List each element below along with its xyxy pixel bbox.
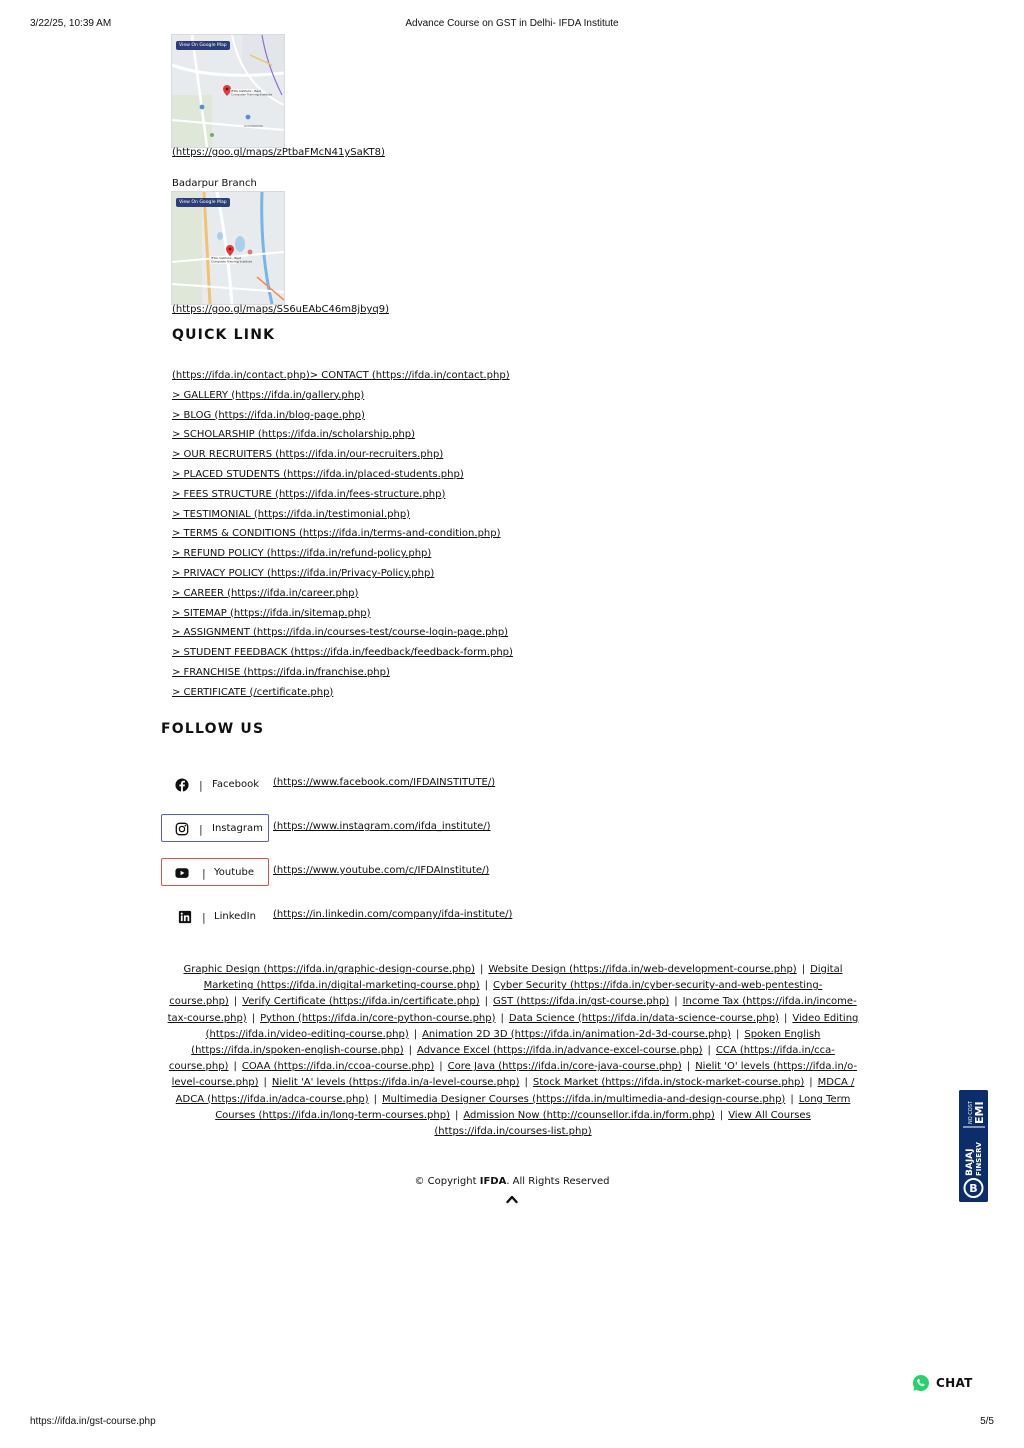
linkedin-link[interactable]: (https://in.linkedin.com/company/ifda-institute/) — [273, 909, 513, 920]
course-link[interactable]: Income Tax (https://ifda.in/income-tax-course.php) — [167, 996, 857, 1024]
course-separator: | — [439, 1061, 443, 1073]
print-datetime: 3/22/25, 10:39 AM — [30, 18, 112, 29]
view-on-google-map-badge: View On Google Map — [176, 41, 230, 50]
linkedin-icon — [178, 910, 192, 924]
quick-link-item — [172, 489, 513, 509]
youtube-icon — [175, 866, 189, 880]
course-separator: | — [784, 1012, 788, 1024]
facebook-button[interactable] — [161, 770, 269, 798]
print-footer — [30, 1416, 994, 1430]
course-link[interactable]: Advance Excel (https://ifda.in/advance-excel-course.php) — [417, 1045, 703, 1057]
course-separator: | — [735, 1028, 740, 1040]
quick-link-item — [172, 608, 513, 628]
course-link[interactable]: Long Term Courses (https://ifda.in/long-term-courses.php) — [215, 1093, 851, 1121]
view-on-google-map-badge: View On Google Map — [176, 198, 230, 207]
social-separator: | — [202, 911, 206, 924]
course-link[interactable]: GST (https://ifda.in/gst-course.php) — [493, 996, 670, 1008]
svg-text:Computer Training Institute: Computer Training Institute — [211, 259, 253, 264]
quick-link[interactable]: > SCHOLARSHIP (https://ifda.in/scholarship.php) — [172, 429, 416, 441]
quick-link[interactable]: (https://ifda.in/contact.php)> CONTACT (https://ifda.in/contact.php) — [172, 370, 510, 381]
quick-link-item — [172, 627, 513, 647]
course-link[interactable]: Graphic Design (https://ifda.in/graphic-design-course.php) — [183, 964, 475, 975]
print-header — [30, 18, 994, 32]
map-link-1[interactable]: (https://goo.gl/maps/zPtbaFMcN41ySaKT8) — [172, 147, 385, 158]
youtube-label: Youtube — [214, 867, 254, 878]
quick-link-item — [172, 588, 513, 608]
quick-link[interactable]: > FEES STRUCTURE (https://ifda.in/fees-structure.php) — [172, 488, 446, 500]
youtube-link[interactable]: (https://www.youtube.com/c/IFDAInstitute/) — [273, 865, 490, 876]
course-link[interactable]: Animation 2D 3D (https://ifda.in/animation-2d-3d-course.php) — [422, 1028, 731, 1040]
course-link[interactable]: COAA (https://ifda.in/ccoa-course.php) — [241, 1061, 435, 1073]
course-link[interactable]: Python (https://ifda.in/core-python-course.php) — [260, 1012, 496, 1024]
quick-link[interactable]: > GALLERY (https://ifda.in/gallery.php) — [172, 389, 365, 401]
course-separator: | — [801, 964, 806, 975]
course-separator: | — [263, 1077, 267, 1089]
linkedin-label: LinkedIn — [214, 911, 256, 922]
course-separator: | — [484, 980, 489, 992]
course-link[interactable]: Core Java (https://ifda.in/core-java-course.php) — [447, 1061, 682, 1073]
svg-text:GOVINDPURI: GOVINDPURI — [244, 124, 264, 128]
facebook-label: Facebook — [212, 779, 259, 790]
quick-link[interactable]: > PLACED STUDENTS (https://ifda.in/placed-students.php) — [172, 468, 464, 480]
course-separator: | — [413, 1028, 418, 1040]
quick-link-item — [172, 667, 513, 687]
scroll-to-top-icon[interactable] — [505, 1193, 519, 1205]
quick-link-item — [172, 429, 513, 449]
social-separator: | — [202, 867, 206, 880]
bajaj-finserv-logo-icon — [959, 1090, 988, 1202]
bajaj-line4: EMI — [973, 1101, 986, 1124]
course-separator: | — [674, 996, 678, 1008]
quick-link[interactable]: > STUDENT FEEDBACK (https://ifda.in/feedback/feedback-form.php) — [172, 647, 513, 659]
quick-link-heading: QUICK LINK — [172, 327, 276, 343]
map-link-2[interactable]: (https://goo.gl/maps/SS6uEAbC46m8jbyq9) — [172, 304, 389, 315]
course-link[interactable]: Cyber Security (https://ifda.in/cyber-security-and-web-pentesting-course.php) — [169, 980, 823, 1008]
course-link[interactable]: Spoken English (https://ifda.in/spoken-english-course.php) — [191, 1028, 821, 1057]
quick-link-item — [172, 390, 513, 410]
copyright-prefix: © Copyright — [414, 1176, 480, 1187]
course-separator: | — [408, 1045, 413, 1057]
quick-link-list — [172, 370, 513, 707]
course-link[interactable]: View All Courses (https://ifda.in/courses-list.php) — [434, 1109, 811, 1138]
map-image-2 — [172, 192, 284, 304]
map-image-1 — [172, 35, 284, 147]
svg-text:IFDA Institute - Best: IFDA Institute - Best — [211, 256, 241, 260]
quick-link-item — [172, 370, 513, 390]
quick-link[interactable]: > OUR RECRUITERS (https://ifda.in/our-recruiters.php) — [172, 449, 444, 461]
bajaj-line2: FINSERV — [975, 1142, 983, 1176]
quick-link-item — [172, 548, 513, 568]
print-page-title: Advance Course on GST in Delhi- IFDA Institute — [405, 18, 619, 29]
svg-text:Computer Training Institute: Computer Training Institute — [231, 92, 273, 97]
social-separator: | — [199, 823, 203, 836]
chat-label: CHAT — [936, 1376, 973, 1390]
quick-link[interactable]: > SITEMAP (https://ifda.in/sitemap.php) — [172, 607, 371, 619]
quick-link-item — [172, 687, 513, 707]
quick-link-item — [172, 568, 513, 588]
course-link[interactable]: MDCA / ADCA (https://ifda.in/adca-course.php) — [175, 1077, 855, 1105]
course-separator: | — [719, 1109, 724, 1121]
quick-link-item — [172, 410, 513, 430]
quick-link[interactable]: > CERTIFICATE (/certificate.php) — [172, 686, 334, 698]
course-link[interactable]: CCA (https://ifda.in/cca-course.php) — [168, 1045, 835, 1073]
quick-link[interactable]: > PRIVACY POLICY (https://ifda.in/Privacy-Policy.php) — [172, 567, 435, 579]
course-separator: | — [233, 996, 238, 1008]
course-separator: | — [484, 996, 489, 1008]
course-separator: | — [809, 1077, 813, 1089]
instagram-label: Instagram — [212, 823, 263, 834]
quick-link-item — [172, 449, 513, 469]
facebook-link[interactable]: (https://www.facebook.com/IFDAINSTITUTE/) — [273, 777, 496, 788]
linkedin-button[interactable] — [161, 902, 269, 930]
course-separator: | — [707, 1045, 711, 1057]
course-link[interactable]: Verify Certificate (https://ifda.in/certificate.php) — [242, 996, 480, 1008]
course-separator: | — [251, 1012, 256, 1024]
course-link[interactable]: Nielit 'A' levels (https://ifda.in/a-level-course.php) — [271, 1077, 520, 1089]
course-link[interactable]: Data Science (https://ifda.in/data-science-course.php) — [508, 1012, 779, 1024]
quick-link-item — [172, 528, 513, 548]
quick-link-item — [172, 647, 513, 667]
facebook-icon — [175, 778, 189, 792]
bajaj-finserv-emi-badge[interactable] — [959, 1090, 988, 1202]
course-separator: | — [373, 1093, 378, 1105]
course-link[interactable]: Admission Now (http://counsellor.ifda.in/form.php) — [463, 1109, 715, 1121]
copyright-suffix: . All Rights Reserved — [506, 1176, 610, 1187]
course-separator: | — [790, 1093, 794, 1105]
instagram-button[interactable] — [161, 814, 269, 842]
course-links — [160, 962, 866, 1140]
copyright-brand: IFDA — [479, 1176, 507, 1187]
course-link[interactable]: Digital Marketing (https://ifda.in/digital-marketing-course.php) — [203, 964, 843, 992]
course-link[interactable]: Stock Market (https://ifda.in/stock-market-course.php) — [532, 1077, 805, 1089]
social-separator: | — [199, 779, 203, 792]
course-separator: | — [524, 1077, 528, 1089]
quick-link[interactable]: > FRANCHISE (https://ifda.in/franchise.php) — [172, 666, 390, 678]
svg-text:IFDA Institute - Best: IFDA Institute - Best — [231, 89, 261, 93]
course-separator: | — [500, 1012, 504, 1024]
quick-link-item — [172, 469, 513, 489]
quick-link[interactable]: > TESTIMONIAL (https://ifda.in/testimonial.php) — [172, 508, 411, 520]
youtube-button[interactable] — [161, 858, 269, 886]
quick-link[interactable]: > ASSIGNMENT (https://ifda.in/courses-test/course-login-page.php) — [172, 627, 509, 639]
quick-link[interactable]: > REFUND POLICY (https://ifda.in/refund-policy.php) — [172, 548, 432, 560]
course-link[interactable]: Website Design (https://ifda.in/web-development-course.php) — [488, 964, 797, 975]
svg-text:B: B — [969, 1182, 978, 1195]
course-separator: | — [233, 1061, 237, 1073]
course-link[interactable]: Video Editing (https://ifda.in/video-editing-course.php) — [205, 1012, 859, 1040]
branch-label-badarpur: Badarpur Branch — [172, 178, 257, 189]
follow-us-heading: FOLLOW US — [161, 721, 265, 737]
bajaj-line3: NO COST — [968, 1101, 974, 1124]
copyright — [0, 1176, 1024, 1187]
quick-link[interactable]: > CAREER (https://ifda.in/career.php) — [172, 587, 359, 599]
course-separator: | — [686, 1061, 691, 1073]
quick-link[interactable]: > BLOG (https://ifda.in/blog-page.php) — [172, 409, 365, 421]
quick-link[interactable]: > TERMS & CONDITIONS (https://ifda.in/terms-and-condition.php) — [172, 528, 501, 540]
google-map-thumbnail-2[interactable] — [171, 191, 285, 305]
course-link[interactable]: Multimedia Designer Courses (https://ifda.in/multimedia-and-design-course.php) — [382, 1093, 786, 1105]
google-map-thumbnail-1[interactable] — [171, 34, 285, 148]
whatsapp-icon — [912, 1374, 930, 1392]
bajaj-line1: BAJAJ — [965, 1148, 975, 1176]
print-page-url: https://ifda.in/gst-course.php — [30, 1416, 156, 1427]
instagram-link[interactable]: (https://www.instagram.com/ifda_institute/) — [273, 821, 491, 832]
instagram-icon — [175, 822, 189, 836]
course-link[interactable]: Nielit 'O' levels (https://ifda.in/o-level-course.php) — [171, 1061, 858, 1089]
course-separator: | — [455, 1109, 459, 1121]
print-page-number: 5/5 — [980, 1416, 994, 1427]
quick-link-item — [172, 509, 513, 529]
course-separator: | — [479, 964, 484, 975]
